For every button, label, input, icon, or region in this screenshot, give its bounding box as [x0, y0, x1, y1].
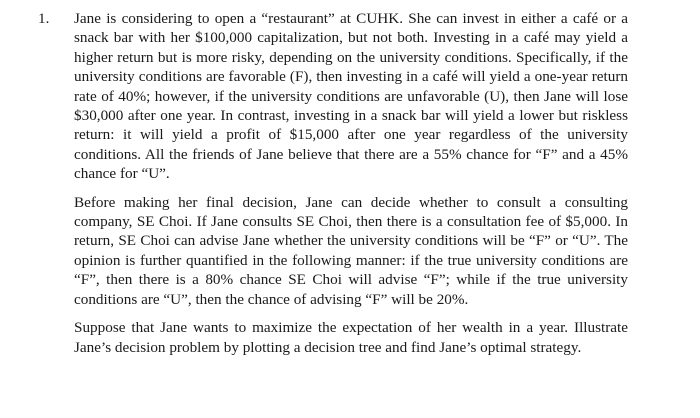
- problem-1: [38, 9, 628, 357]
- paragraph-task: Suppose that Jane wants to maximize the expectation of her wealth in a year. Illustrate Jane’s decision problem by plotting a decision tree and find Jane’s optimal strategy.: [74, 319, 628, 356]
- problem-number: 1.: [38, 10, 50, 27]
- problem-body: [74, 9, 628, 357]
- paragraph-consultation: Before making her final decision, Jane can decide whether to consult a consulting company, SE Choi. If Jane consults SE Choi, then there is a consultation fee of $5,000. In return, SE Choi can advise Jane whether the university conditions will be “F” or “U”. The opinion is further quantified in the following manner: if the true university conditions are “F”, then there is a 80% chance SE Choi will advise “F”; while if the true university conditions are “U”, then the chance of advising “F” will be 20%.: [74, 193, 628, 308]
- paragraph-scenario: Jane is considering to open a “restaurant” at CUHK. She can invest in either a café or a snack bar with her $100,000 capitalization, but not both. Investing in a café may yield a higher return but is more risky, depending on the university conditions. Specifically, if the university conditions are favorable (F), then investing in a café will yield a one-year return rate of 40%; however, if the university conditions are unfavorable (U), then Jane will lose $30,000 after one year. In contrast, investing in a snack bar will yield a lower but riskless return: it will yield a profit of $15,000 after one year regardless of the university conditions. All the friends of Jane believe that there are a 55% chance for “F” and a 45% chance for “U”.: [74, 10, 628, 183]
